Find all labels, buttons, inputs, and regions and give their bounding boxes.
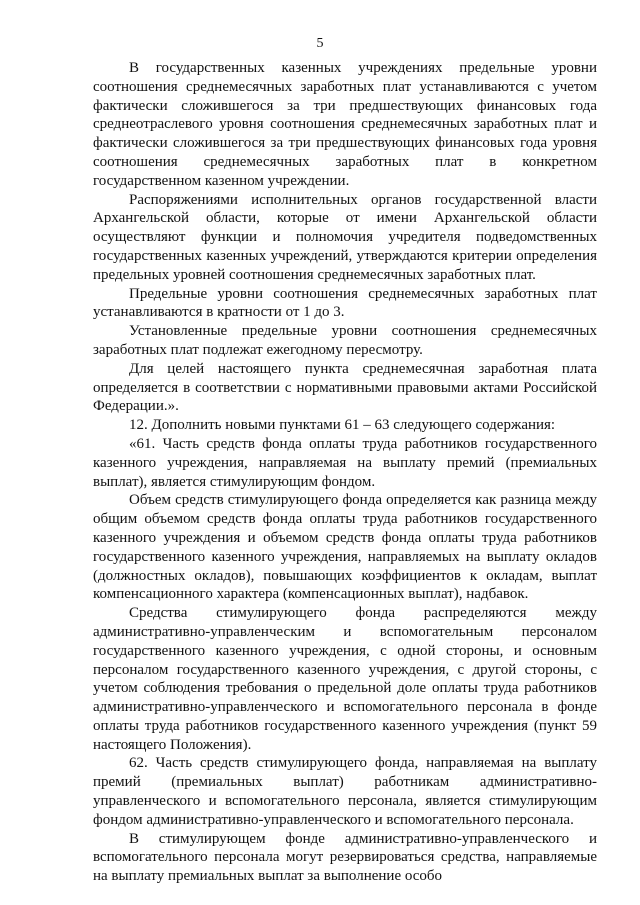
- paragraph: Объем средств стимулирующего фонда определяется как разница между общим объемом средств фонда оплаты труда работников государственного казенного учреждения и объемом средств фонда оплаты труда работников государственного казенного учреждения, направляемых на выплату окладов (должностных окладов), повышающих коэффициентов к окладам, выплат компенсационного характера (компенсационных выплат), надбавок.: [93, 492, 597, 603]
- paragraph: В государственных казенных учреждениях предельные уровни соотношения среднемесячных заработных плат устанавливаются с учетом фактически сложившегося за три предшествующих финансовых года среднеотраслевого уровня соотношения среднемесячных заработных плат и фактически сложившегося за три предшествующих финансовых года уровня соотношения среднемесячных заработных плат в конкретном государственном казенном учреждении.: [93, 60, 597, 189]
- paragraph: 62. Часть средств стимулирующего фонда, направляемая на выплату премий (премиальных выплат) работникам административно-управленческого и вспомогательного персонала, является стимулирующим фондом административно-управленческого и вспомогательного персонала.: [93, 755, 597, 828]
- paragraph: Установленные предельные уровни соотношения среднемесячных заработных плат подлежат ежегодному пересмотру.: [93, 323, 597, 358]
- paragraph: «61. Часть средств фонда оплаты труда работников государственного казенного учреждения, направляемая на выплату премий (премиальных выплат), является стимулирующим фондом.: [93, 435, 597, 490]
- paragraph: Предельные уровни соотношения среднемесячных заработных плат устанавливаются в кратности от 1 до 3.: [93, 285, 597, 321]
- paragraph: Средства стимулирующего фонда распределяются между административно-управленческим и вспомогательным персоналом государственного казенного учреждения, с одной стороны, и основным персоналом государственного казенного учреждения, с другой стороны, с учетом соблюдения требования о предельной доле оплаты труда работников административно-управленческого и вспомогательного персонала в фонде оплаты труда работников государственного казенного учреждения (пункт 59 настоящего Положения).: [93, 605, 597, 753]
- paragraph: В стимулирующем фонде административно-управленческого и вспомогательного персонала могут резервироваться средства, направляемые на выплату премиальных выплат за выполнение особо: [93, 830, 597, 885]
- page-number: 5: [316, 36, 324, 51]
- paragraph: Распоряжениями исполнительных органов государственной власти Архангельской области, которые от имени Архангельской области осуществляют функции и полномочия учредителя подведомственных государственных казенных учреждений, утверждаются критерии определения предельных уровней соотношения среднемесячных заработных плат.: [93, 191, 597, 283]
- paragraph: Для целей настоящего пункта среднемесячная заработная плата определяется в соответствии с нормативными правовыми актами Российской Федерации.».: [93, 360, 597, 415]
- document-body: [93, 59, 597, 886]
- paragraph: 12. Дополнить новыми пунктами 61 – 63 следующего содержания:: [129, 417, 556, 434]
